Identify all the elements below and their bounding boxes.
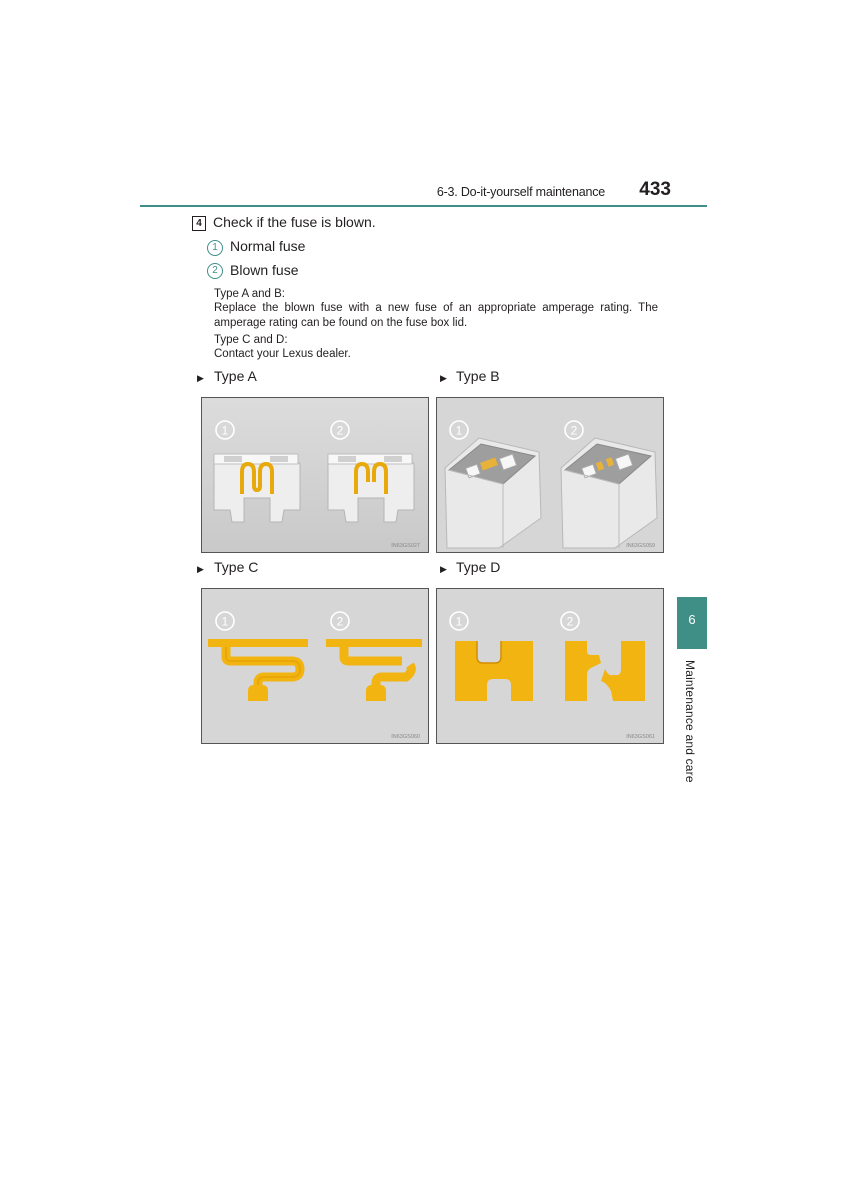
bullet-arrow-icon: ▶ — [197, 373, 204, 383]
svg-text:1: 1 — [221, 423, 229, 438]
figure-label-type-d: Type D — [456, 559, 501, 575]
header-rule — [140, 205, 707, 207]
item-label-blown-fuse: Blown fuse — [230, 262, 299, 278]
item-marker-1: 1 — [207, 240, 223, 256]
figure-code: IN63GS059 — [626, 543, 655, 549]
note-cd-heading: Type C and D: — [214, 334, 288, 346]
note-ab-body: Replace the blown fuse with a new fuse of an appropriate amperage rating. The amperage rating can be found on the fuse box lid. — [214, 302, 658, 329]
item-marker-2: 2 — [207, 263, 223, 279]
bullet-arrow-icon: ▶ — [197, 564, 204, 574]
note-ab-heading: Type A and B: — [214, 288, 285, 300]
svg-text:2: 2 — [566, 614, 574, 629]
figure-type-b — [436, 397, 664, 553]
bullet-arrow-icon: ▶ — [440, 373, 447, 383]
figure-type-d — [436, 588, 664, 744]
svg-text:1: 1 — [455, 614, 463, 629]
figure-code: IN63GS027 — [391, 543, 420, 549]
item-label-normal-fuse: Normal fuse — [230, 238, 306, 254]
figure-type-c — [201, 588, 429, 744]
svg-text:1: 1 — [221, 614, 229, 629]
page-number: 433 — [639, 179, 671, 200]
figure-type-a — [201, 397, 429, 553]
svg-text:1: 1 — [455, 423, 463, 438]
section-title: 6-3. Do-it-yourself maintenance — [436, 185, 605, 199]
svg-text:2: 2 — [336, 423, 344, 438]
step-number-box: 4 — [192, 216, 206, 231]
bullet-arrow-icon: ▶ — [440, 564, 447, 574]
note-cd-body: Contact your Lexus dealer. — [214, 348, 351, 360]
svg-text:2: 2 — [336, 614, 344, 629]
figure-label-type-b: Type B — [456, 368, 500, 384]
figure-code: IN63GS060 — [391, 734, 420, 740]
figure-label-type-c: Type C — [214, 559, 259, 575]
chapter-tab: 6 — [677, 597, 707, 649]
step-text: Check if the fuse is blown. — [213, 214, 376, 230]
svg-text:2: 2 — [570, 423, 578, 438]
figure-code: IN63GS061 — [626, 734, 655, 740]
chapter-tab-label: Maintenance and care — [683, 660, 697, 783]
figure-label-type-a: Type A — [214, 368, 257, 384]
